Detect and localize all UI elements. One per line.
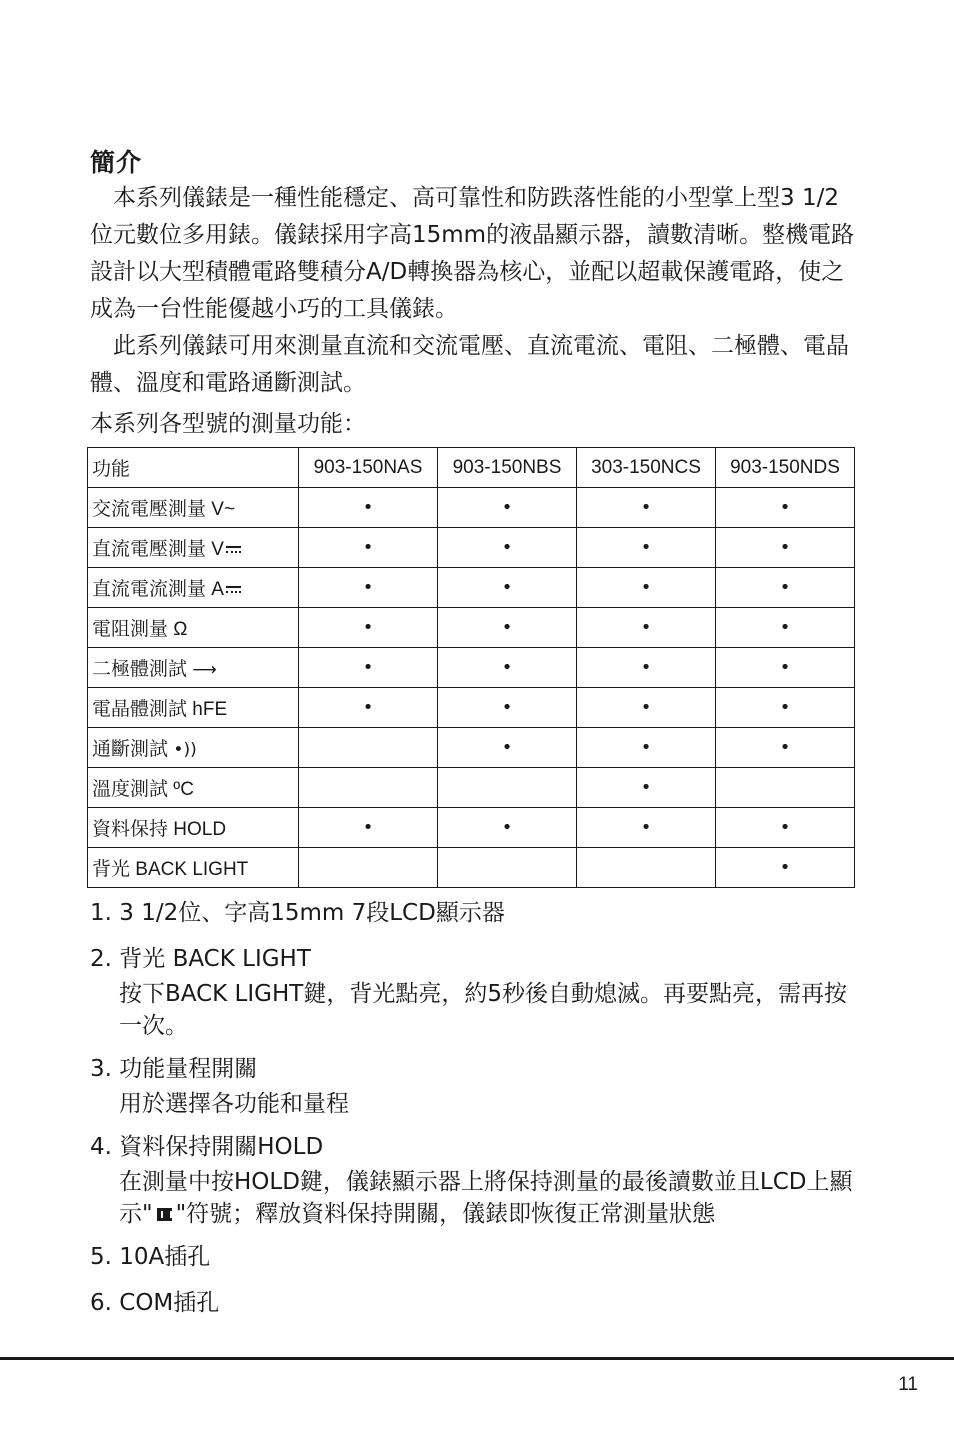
page-number: 11 [898, 1374, 918, 1395]
note-body-text: "符號；釋放資料保持開關，儀錶即恢復正常測量狀態 [175, 1201, 716, 1227]
support-mark: • [438, 528, 577, 568]
support-mark: • [299, 488, 438, 528]
table-row [88, 528, 855, 568]
note-body-text: 在測量中按HOLD鍵，儀錶顯示器上將保持測量的最後讀數並且LCD上顯示" [119, 1169, 853, 1227]
support-mark: • [716, 528, 855, 568]
function-label: 二極體測試 [92, 658, 188, 680]
diode-symbol-icon: ⟶ [187, 660, 217, 680]
support-mark: • [577, 648, 716, 688]
note-heading: 3. 功能量程開關 [90, 1056, 258, 1082]
dc-symbol-icon [226, 546, 241, 554]
function-label: 交流電壓測量 [92, 498, 207, 520]
function-label: 通斷測試 [92, 738, 169, 760]
support-mark: • [438, 728, 577, 768]
header-function: 功能 [88, 448, 299, 488]
table-row [88, 608, 855, 648]
function-symbol: V [206, 539, 224, 560]
support-mark: • [716, 648, 855, 688]
note-item [90, 1051, 860, 1120]
function-table [87, 447, 855, 888]
table-header-row [88, 448, 855, 488]
note-heading: 5. 10A插孔 [90, 1244, 211, 1270]
intro-text [90, 180, 860, 402]
support-mark: • [577, 768, 716, 808]
support-mark: • [577, 808, 716, 848]
function-cell [88, 848, 299, 888]
function-symbol: HOLD [168, 819, 227, 840]
function-label: 直流電流測量 [92, 578, 207, 600]
table-row [88, 488, 855, 528]
note-body: 用於選擇各功能和量程 [119, 1091, 349, 1117]
function-symbol: hFE [187, 699, 228, 720]
table-caption: 本系列各型號的測量功能： [90, 411, 366, 437]
support-mark: • [716, 488, 855, 528]
note-heading: 4. 資料保持開關HOLD [90, 1134, 324, 1160]
function-symbol: Ω [168, 619, 188, 640]
support-mark: • [438, 608, 577, 648]
support-mark [716, 768, 855, 808]
support-mark: • [716, 728, 855, 768]
function-label: 背光 [92, 858, 131, 880]
note-body: 按下BACK LIGHT鍵，背光點亮，約5秒後自動熄滅。再要點亮，需再按一次。 [119, 981, 847, 1039]
function-label: 溫度測試 [92, 778, 169, 800]
support-mark: • [299, 528, 438, 568]
note-item [90, 1129, 860, 1230]
support-mark: • [716, 568, 855, 608]
continuity-symbol-icon: •)) [168, 740, 197, 760]
function-cell [88, 648, 299, 688]
support-mark: • [716, 608, 855, 648]
note-heading: 2. 背光 BACK LIGHT [90, 946, 311, 972]
support-mark: • [577, 568, 716, 608]
function-symbol: A [206, 579, 224, 600]
support-mark: • [577, 688, 716, 728]
function-cell [88, 728, 299, 768]
support-mark: • [716, 848, 855, 888]
header-model: 303-150NCS [577, 448, 716, 488]
note-item [90, 941, 860, 1042]
note-body [90, 1166, 860, 1230]
function-label: 電晶體測試 [92, 698, 188, 720]
support-mark: • [577, 528, 716, 568]
table-row [88, 768, 855, 808]
function-symbol: V~ [206, 499, 236, 520]
support-mark [438, 848, 577, 888]
intro-paragraph: 此系列儀錶可用來測量直流和交流電壓、直流電流、電阻、二極體、電晶體、溫度和電路通斷測試。 [90, 333, 849, 396]
header-model: 903-150NAS [299, 448, 438, 488]
function-label: 電阻測量 [92, 618, 169, 640]
support-mark [438, 768, 577, 808]
support-mark: • [438, 688, 577, 728]
function-label: 直流電壓測量 [92, 538, 207, 560]
support-mark: • [577, 608, 716, 648]
dc-symbol-icon [226, 586, 241, 594]
function-cell [88, 488, 299, 528]
note-item [90, 1239, 860, 1276]
support-mark: • [438, 808, 577, 848]
intro-paragraph: 本系列儀錶是一種性能穩定、高可靠性和防跌落性能的小型掌上型3 1/2位元數位多用錶。儀錶採用字高15mm的液晶顯示器，讀數清晰。整機電路設計以大型積體電路雙積分A/D轉換器為核心，並配以超載保護電路，使之成為一台性能優越小巧的工具儀錶。 [90, 185, 855, 322]
hold-symbol-icon [157, 1208, 172, 1221]
support-mark: • [299, 568, 438, 608]
function-label: 資料保持 [92, 818, 169, 840]
table-row [88, 728, 855, 768]
note-item [90, 1285, 860, 1322]
function-cell [88, 568, 299, 608]
support-mark: • [438, 488, 577, 528]
footer-rule [0, 1357, 954, 1360]
note-heading: 1. 3 1/2位、字高15mm 7段LCD顯示器 [90, 900, 505, 926]
support-mark: • [716, 808, 855, 848]
table-row [88, 808, 855, 848]
support-mark [577, 848, 716, 888]
support-mark: • [299, 688, 438, 728]
function-symbol: BACK LIGHT [130, 859, 249, 880]
note-heading: 6. COM插孔 [90, 1290, 220, 1316]
function-cell [88, 528, 299, 568]
support-mark [299, 768, 438, 808]
function-cell [88, 768, 299, 808]
header-model: 903-150NDS [716, 448, 855, 488]
support-mark: • [299, 608, 438, 648]
table-row [88, 848, 855, 888]
table-row [88, 648, 855, 688]
function-cell [88, 808, 299, 848]
support-mark: • [438, 568, 577, 608]
section-title: 簡介 [90, 148, 143, 177]
support-mark: • [299, 648, 438, 688]
support-mark [299, 848, 438, 888]
function-cell [88, 688, 299, 728]
support-mark: • [577, 728, 716, 768]
feature-notes [90, 895, 860, 1331]
support-mark: • [299, 808, 438, 848]
table-row [88, 688, 855, 728]
header-model: 903-150NBS [438, 448, 577, 488]
support-mark: • [716, 688, 855, 728]
function-symbol: ºC [168, 779, 194, 800]
support-mark: • [577, 488, 716, 528]
note-item [90, 895, 860, 932]
function-cell [88, 608, 299, 648]
support-mark [299, 728, 438, 768]
support-mark: • [438, 648, 577, 688]
table-row [88, 568, 855, 608]
